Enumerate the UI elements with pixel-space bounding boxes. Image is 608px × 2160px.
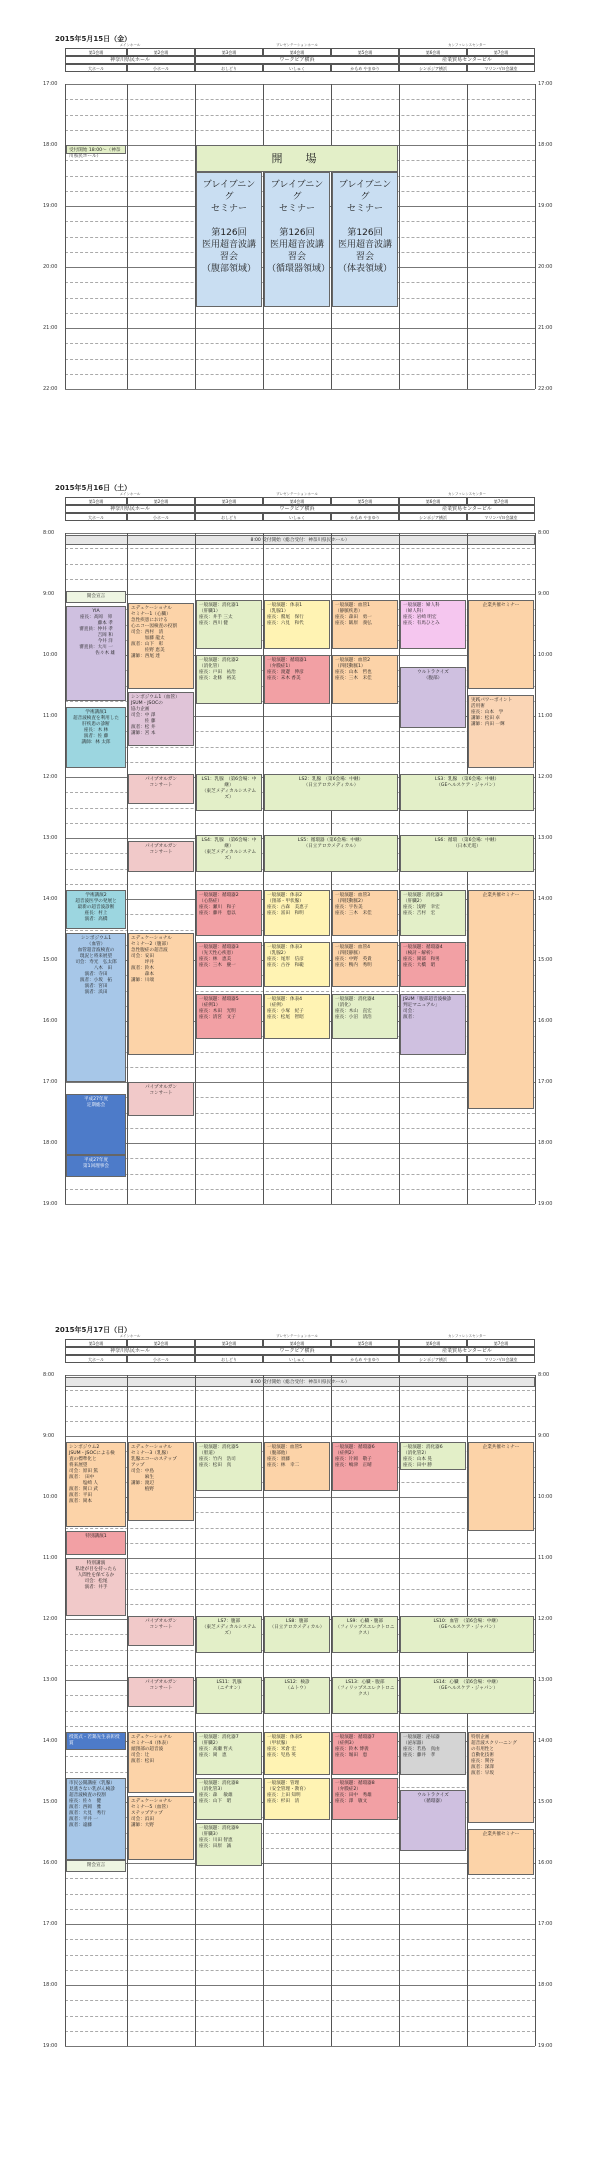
venue-group-label: プレゼンテーションホール	[195, 1334, 399, 1339]
session-block[interactable]: LS6：循環 （第6会場：中継） （日本光電）	[400, 835, 534, 872]
room-name: 第4会場	[263, 1339, 331, 1347]
room-sub: 大ホール	[65, 513, 127, 521]
day-title-1: 2015年5月15日（金）	[55, 35, 132, 43]
time-label-left: 18:00	[43, 1982, 58, 1988]
session-block[interactable]: 一般演題：消化器9 （肝臓3） 座長：川田 智恵 座長：田原 誠	[196, 1823, 262, 1866]
session-block[interactable]: パイプオルガン コンサート	[128, 1082, 194, 1116]
session-block[interactable]: 一般演題：循環器5 （症例1） 座長：木田 光明 座長：清宮 文子	[196, 994, 262, 1040]
venue-group-label: メインホール	[65, 1334, 195, 1339]
time-label-right: 16:00	[538, 1018, 553, 1024]
time-label-right: 8:00	[538, 1372, 550, 1378]
time-label-left: 19:00	[43, 2043, 58, 2049]
day-title-2: 2015年5月16日（土）	[55, 484, 132, 492]
quarter-line	[65, 1604, 535, 1605]
session-block[interactable]: パイプオルガン コンサート	[128, 1677, 194, 1708]
hall-name: 神奈川県民ホール	[65, 1347, 195, 1355]
time-label-left: 17:00	[43, 1079, 58, 1085]
hour-line	[65, 389, 535, 390]
session-block[interactable]: 一般演題：体表5 （甲状腺） 座長：米倉 宏 座長：児島 英	[264, 1732, 330, 1775]
session-block[interactable]: シンポジウム2 JSUM・JSOCによる検 査の標準化と 将来展望 司会：原田 篤 演者： 田中 塩崎 人 演者：関口 武 演者：平田 演者：岡本	[66, 1442, 126, 1527]
hour-line	[65, 2046, 535, 2047]
session-block[interactable]: LS3：乳腺 （第6会場：中継） （GEヘルスケア・ジャパン）	[400, 774, 534, 811]
time-label-right: 13:00	[538, 1677, 553, 1683]
room-name: 第1会場	[65, 1339, 127, 1347]
session-block[interactable]: 一般演題：消化器5 （胆道） 座長：竹内 浩司 座長：松田 真	[196, 1442, 262, 1491]
quarter-line	[65, 762, 535, 763]
session-block[interactable]: 一般演題：消化器7 （肝臓2） 座長：高瀬 哲夫 座長：岡 恵	[196, 1732, 262, 1775]
quarter-line	[65, 579, 535, 580]
quarter-line	[65, 2016, 535, 2017]
room-name: 第3会場	[195, 497, 263, 505]
time-label-right: 16:00	[538, 1860, 553, 1866]
room-name: 第6会場	[399, 497, 467, 505]
quarter-line	[65, 1894, 535, 1895]
session-block[interactable]: 開会宣言	[66, 591, 126, 603]
quarter-line	[65, 1174, 535, 1175]
session-block[interactable]: LS14：心臓 （第6会場：中継） （GEヘルスケア・ジャパン）	[400, 1677, 534, 1714]
room-sub: 小ホール	[127, 1355, 195, 1363]
session-block[interactable]: 一般演題：循環器3 （先天性心疾患） 座長：林 恵美 座長：三木 慶一	[196, 942, 262, 988]
hall-name: 神奈川県民ホール	[65, 505, 195, 513]
hall-name: 産業貿易センタービル	[399, 1347, 535, 1355]
room-sub: いしゅく	[263, 513, 331, 521]
room-name: 第2会場	[127, 48, 195, 56]
room-name: 第7会場	[467, 497, 535, 505]
time-label-right: 17:00	[538, 1079, 553, 1085]
quarter-line	[65, 313, 535, 314]
session-block[interactable]: ブレイブニング セミナー 第126回 医用超音波講習会 （腹部領域）	[196, 172, 262, 306]
time-label-right: 19:00	[538, 203, 553, 209]
room-name: 第7会場	[467, 1339, 535, 1347]
session-block[interactable]: LS8：腹部 （日立アロカメディカル）	[264, 1616, 330, 1653]
room-name: 第1会場	[65, 497, 127, 505]
hall-name: ワークピア横浜	[195, 1347, 399, 1355]
room-sub: 小ホール	[127, 64, 195, 72]
time-label-left: 10:00	[43, 652, 58, 658]
room-sub: マリンバ/Ｂ会議室	[467, 64, 535, 72]
room-name: 第4会場	[263, 48, 331, 56]
session-block[interactable]: 一般演題：婦人科 （婦人科） 座長：岩崎 明宏 座長：有馬ひとみ	[400, 600, 466, 649]
time-label-right: 12:00	[538, 1616, 553, 1622]
room-sub: シンポジア横浜	[399, 513, 467, 521]
session-block[interactable]: 一般演題：血管1 （静脈疾患） 座長：森田 勇一 座長：飯原 義弘	[332, 600, 398, 649]
hall-name: 産業貿易センタービル	[399, 505, 535, 513]
session-block[interactable]: 一般演題：循環器4 （検討・解析） 座長：岡部 和男 座長：大橋 昭	[400, 942, 466, 988]
time-label-left: 16:00	[43, 1860, 58, 1866]
time-label-right: 19:00	[538, 2043, 553, 2049]
time-label-right: 9:00	[538, 1433, 550, 1439]
time-label-left: 19:00	[43, 1201, 58, 1207]
time-label-left: 18:00	[43, 142, 58, 148]
time-label-left: 11:00	[43, 1555, 58, 1561]
room-sub: かもめ やまゆり	[331, 1355, 399, 1363]
hour-line	[65, 1436, 535, 1437]
time-label-left: 8:00	[43, 1372, 55, 1378]
session-block[interactable]: 一般演題：泌尿器 （泌尿器） 座長：若島 真由 座長：藤井 孝	[400, 1732, 466, 1775]
quarter-line	[65, 99, 535, 100]
session-block[interactable]: JSUM「腹部超音波検診 判定マニュアル」 司会： 演者：	[400, 994, 466, 1055]
session-block[interactable]: LS2：乳腺 （第6会場：中継） （日立アロカメディカル）	[264, 774, 398, 811]
quarter-line	[65, 130, 535, 131]
session-block[interactable]: 学術講演2 超音波医学の発展と 最新の超音波診断 座長：村上 演者：高橋	[66, 890, 126, 930]
time-label-left: 21:00	[43, 325, 58, 331]
session-block[interactable]: 企業共催セミナー	[468, 1442, 534, 1530]
room-sub: おしどり	[195, 1355, 263, 1363]
session-block[interactable]: 一般演題：血管4 （四肢静脈） 座長：中野 英貴 座長：鴨内 秀明	[332, 942, 398, 988]
session-block[interactable]: 企業共催セミナー	[468, 600, 534, 688]
quarter-line	[65, 747, 535, 748]
session-block[interactable]: パイプオルガン コンサート	[128, 841, 194, 872]
room-name: 第2会場	[127, 1339, 195, 1347]
session-block[interactable]: 一般演題：血管2 （四肢動脈1） 座長：山本 哲也 座長：三木 未佳	[332, 655, 398, 704]
session-block[interactable]: 授賞式・若鶏先生表彰授賞	[66, 1732, 126, 1750]
session-block[interactable]: 一般演題：循環器2 （心筋症） 座長：瀬川 和子 座長：藤井 恵以	[196, 890, 262, 936]
session-block[interactable]: LS4：乳腺 （第6会場：中継） （東芝メディカルシステムズ）	[196, 835, 262, 872]
time-label-left: 14:00	[43, 896, 58, 902]
time-label-right: 17:00	[538, 1921, 553, 1927]
session-block[interactable]: ウルトラクイズ （腹部）	[400, 667, 466, 728]
session-block[interactable]: LS1：乳腺 （第6会場：中継） （東芝メディカルシステムズ）	[196, 774, 262, 811]
hall-name: ワークピア横浜	[195, 56, 399, 64]
time-label-left: 12:00	[43, 1616, 58, 1622]
time-label-right: 10:00	[538, 1494, 553, 1500]
time-label-right: 11:00	[538, 1555, 553, 1561]
quarter-line	[65, 1067, 535, 1068]
session-block[interactable]: エデュケーショナル セミナー3（乳腺） 乳腺エコーのステップ アップ 司会：中島 麻生 講師：渡辺 植野	[128, 1442, 194, 1521]
session-block[interactable]: シンポジウム1（血管） JSUM・JSOCの 協力企画 司会：中 澤 佐 藤 演者：松 井 講師：宮 本	[128, 692, 194, 747]
quarter-line	[65, 548, 535, 549]
quarter-line	[65, 2000, 535, 2001]
time-label-right: 13:00	[538, 835, 553, 841]
session-block[interactable]: 一般演題：血管5 （腹部他） 座長：須藤 座長：林 幸二	[264, 1442, 330, 1491]
room-name: 第6会場	[399, 48, 467, 56]
session-block[interactable]: パイプオルガン コンサート	[128, 1616, 194, 1647]
time-label-left: 14:00	[43, 1738, 58, 1744]
quarter-line	[65, 359, 535, 360]
quarter-line	[65, 1390, 535, 1391]
venue-group-label: カンファレンスセンター	[399, 43, 535, 48]
time-label-left: 17:00	[43, 1921, 58, 1927]
venue-group-label: メインホール	[65, 43, 195, 48]
room-sub: 大ホール	[65, 64, 127, 72]
hour-line	[65, 84, 535, 85]
room-name: 第2会場	[127, 497, 195, 505]
session-block[interactable]: 一般演題：血管3 （四肢動脈2） 座長：宇佐美 座長：三木 未佳	[332, 890, 398, 936]
venue-group-label: プレゼンテーションホール	[195, 492, 399, 497]
quarter-line	[65, 823, 535, 824]
room-sub: かもめ やまゆり	[331, 64, 399, 72]
quarter-line	[65, 1589, 535, 1590]
session-block[interactable]: 受付開始 18:00～（神奈川県民ホール）	[66, 145, 126, 154]
quarter-line	[65, 1128, 535, 1129]
session-block[interactable]: 一般演題：消化器2 （消化管） 座長：戸田 祐治 座長：北條 裕美	[196, 655, 262, 704]
session-block[interactable]: 企業共催セミナー	[468, 890, 534, 1110]
time-label-right: 18:00	[538, 142, 553, 148]
hall-name: 神奈川県民ホール	[65, 56, 195, 64]
time-label-left: 17:00	[43, 81, 58, 87]
room-sub: シンポジア横浜	[399, 1355, 467, 1363]
venue-group-label: メインホール	[65, 492, 195, 497]
session-block[interactable]: パイプオルガン コンサート	[128, 774, 194, 805]
reception-banner: 8:00 受付開始（総合受付：神奈川県民ホール）	[65, 1377, 535, 1387]
hour-line	[65, 1863, 535, 1864]
room-sub: いしゅく	[263, 64, 331, 72]
room-sub: かもめ やまゆり	[331, 513, 399, 521]
session-block[interactable]: エデュケーショナル セミナー5（血管） ステップアップ 司会：浜田 講師：大野	[128, 1796, 194, 1860]
session-block[interactable]: 特別講演 私達が目を持ったら 人間性を保てるか 司会：松尾 演者：井手	[66, 1558, 126, 1616]
quarter-line	[65, 1955, 535, 1956]
room-name: 第3会場	[195, 1339, 263, 1347]
hall-name: 産業貿易センタービル	[399, 56, 535, 64]
time-label-left: 16:00	[43, 1018, 58, 1024]
quarter-line	[65, 115, 535, 116]
session-block[interactable]: 平成27年度 定期総会	[66, 1094, 126, 1155]
time-label-right: 9:00	[538, 591, 550, 597]
room-sub: 小ホール	[127, 513, 195, 521]
session-block[interactable]: LS9：心臓・腹部 （フィリップスエレクトロニクス）	[332, 1616, 398, 1653]
quarter-line	[65, 564, 535, 565]
session-block[interactable]: 一般演題：消化器4 （消化） 座長：木山 直宏 座長：小沼 清浩	[332, 994, 398, 1040]
time-label-right: 18:00	[538, 1982, 553, 1988]
time-label-left: 13:00	[43, 1677, 58, 1683]
session-block[interactable]: 一般演題：消化器6 （消化管2） 座長：山本 晃 座長：田中 勝	[400, 1442, 466, 1469]
session-block[interactable]: 一般演題：循環器8 （弁膜症2） 座長：田中 秀雄 座長：澤 敏文	[332, 1778, 398, 1821]
room-name: 第6会場	[399, 1339, 467, 1347]
room-sub: おしどり	[195, 513, 263, 521]
quarter-line	[65, 1543, 535, 1544]
quarter-line	[65, 1189, 535, 1190]
room-name: 第7会場	[467, 48, 535, 56]
time-label-left: 8:00	[43, 530, 55, 536]
session-block[interactable]: ブレイブニング セミナー 第126回 医用超音波講習会 （循環器領域）	[264, 172, 330, 306]
session-block[interactable]: YIA 座長：高岡 卯 藤本 孝 審査員：仲井 孝 吉岡 和 今井 洋 審査員：大川 一 佐々木 雄	[66, 606, 126, 701]
time-label-left: 9:00	[43, 591, 55, 597]
session-block[interactable]: 市民公開講座（乳腺） 見逃さない乳がん検診 超音波検査の役割 座長：佐々 健 演者：西岡 雅 演者：大見 秀行 演者：平井 一 演者：遠藤	[66, 1778, 126, 1860]
session-block[interactable]: 特別企画 超音波スクリーニング の有用性と 自動化技術 座長：関谷 演者：深澤 演者：早坂	[468, 1732, 534, 1824]
time-label-left: 13:00	[43, 835, 58, 841]
quarter-line	[65, 1573, 535, 1574]
quarter-line	[65, 1909, 535, 1910]
time-label-right: 21:00	[538, 325, 553, 331]
session-block[interactable]: エデュケーショナル セミナー2（腹部） 急性腹症の超音波 司会：安田 坪井 演者：鈴木 森本 講師：川端	[128, 933, 194, 1055]
session-block[interactable]: シンポジウム1 （血管） 血管超音波検査の 現況と将来展望 司会：寿光 弘太郎 八木 田 演者：寺田 演者：小坂 拓 演者：宮田 演者：浜田	[66, 933, 126, 1082]
time-label-right: 15:00	[538, 1799, 553, 1805]
time-label-right: 8:00	[538, 530, 550, 536]
venue-group-label: カンファレンスセンター	[399, 492, 535, 497]
hour-line	[65, 1204, 535, 1205]
time-label-right: 18:00	[538, 1140, 553, 1146]
session-block[interactable]: LS12：検診 （ムトウ）	[264, 1677, 330, 1714]
session-block[interactable]: 一般演題：管理 （安全管理・教育） 座長：上田 知明 座長：杉田 清	[264, 1778, 330, 1821]
venue-group-label: プレゼンテーションホール	[195, 43, 399, 48]
room-sub: いしゅく	[263, 1355, 331, 1363]
room-name: 第1会場	[65, 48, 127, 56]
session-block[interactable]: エデュケーショナル セミナー4（体表） 頭頸部の超音波 司会：辻 演者：松田	[128, 1732, 194, 1793]
column-line	[399, 84, 400, 389]
session-block[interactable]: ウルトラクイズ （循環器）	[400, 1790, 466, 1851]
time-label-left: 15:00	[43, 1799, 58, 1805]
session-block[interactable]: 閉会宣言	[66, 1860, 126, 1872]
time-label-right: 17:00	[538, 81, 553, 87]
session-block[interactable]: 一般演題：体表3 （乳腺2） 座長：尾形 信彦 座長：古谷 和範	[264, 942, 330, 988]
quarter-line	[65, 1939, 535, 1940]
hour-line	[65, 594, 535, 595]
hour-line	[65, 1375, 535, 1376]
time-label-right: 14:00	[538, 1738, 553, 1744]
time-label-left: 18:00	[43, 1140, 58, 1146]
session-block[interactable]: 一般演題：体表4 （症例） 座長：小塚 紀子 座長：松尾 智昭	[264, 994, 330, 1040]
time-label-right: 19:00	[538, 1201, 553, 1207]
session-block[interactable]: 平成27年度 第1回理事会	[66, 1155, 126, 1176]
time-label-right: 10:00	[538, 652, 553, 658]
time-label-left: 19:00	[43, 203, 58, 209]
day-title-3: 2015年5月17日（日）	[55, 1326, 132, 1334]
hour-line	[65, 1985, 535, 1986]
time-label-left: 20:00	[43, 264, 58, 270]
quarter-line	[65, 884, 535, 885]
session-block[interactable]: 一般演題：体表1 （乳腺1） 座長：鷲尾 保行 座長：六見 和代	[264, 600, 330, 649]
session-block[interactable]: 一般演題：消化器8 （消化管3） 座長：森 敏雄 座長：山下 昭	[196, 1778, 262, 1821]
column-line	[127, 84, 128, 389]
session-block[interactable]: 企業共催セミナー	[468, 1829, 534, 1875]
hour-line	[65, 533, 535, 534]
quarter-line	[65, 1158, 535, 1159]
session-block[interactable]: 一般演題：循環器7 （症例3） 座長：鈴木 博義 座長：堀田 恵	[332, 1732, 398, 1775]
room-name: 第5会場	[331, 1339, 399, 1347]
hour-line	[65, 1558, 535, 1559]
session-block[interactable]: 一般演題：循環器1 （弁膜症1） 座長：渡邊 伸彦 座長：末木 香美	[264, 655, 330, 704]
session-block[interactable]: LS5：循環器（第6会場：中継） （日立アロカメディカル）	[264, 835, 398, 872]
quarter-line	[65, 1726, 535, 1727]
quarter-line	[65, 2031, 535, 2032]
time-label-left: 15:00	[43, 957, 58, 963]
quarter-line	[65, 343, 535, 344]
session-block[interactable]: 開 場	[196, 145, 398, 172]
quarter-line	[65, 1406, 535, 1407]
column-line	[65, 84, 66, 389]
time-label-right: 15:00	[538, 957, 553, 963]
time-label-right: 20:00	[538, 264, 553, 270]
hour-line	[65, 1143, 535, 1144]
hour-line	[65, 1924, 535, 1925]
reception-banner: 8:00 受付開始（総合受付：神奈川県民ホール）	[65, 535, 535, 545]
room-sub: 大ホール	[65, 1355, 127, 1363]
room-sub: マリンバ/Ｂ会議室	[467, 1355, 535, 1363]
time-label-left: 11:00	[43, 713, 58, 719]
session-block[interactable]: LS13：心臓・腹部 （フィリップスエレクトロニクス）	[332, 1677, 398, 1714]
room-name: 第5会場	[331, 497, 399, 505]
session-block[interactable]: 一般演題：体表2 （頸部・甲状腺） 座長：古森 美恵子 座長：富田 和明	[264, 890, 330, 936]
quarter-line	[65, 374, 535, 375]
time-label-left: 12:00	[43, 774, 58, 780]
quarter-line	[65, 1665, 535, 1666]
time-label-left: 10:00	[43, 1494, 58, 1500]
time-label-left: 22:00	[43, 386, 58, 392]
column-line	[535, 533, 536, 1204]
session-block[interactable]: 特別講演1	[66, 1531, 126, 1555]
session-block[interactable]: 一般演題：循環器6 （症例2） 座長：片岡 敬子 座長：嶋津 正晴	[332, 1442, 398, 1491]
column-line	[535, 1375, 536, 2046]
time-label-right: 14:00	[538, 896, 553, 902]
session-block[interactable]: 学術講演1 超音波検査を利用した 肝疾患の診断 座長：木 林 演者：佐 藤 講師：林 太郎	[66, 707, 126, 768]
session-block[interactable]: LS10：血管 （第6会場：中継） （GEヘルスケア・ジャパン）	[400, 1616, 534, 1653]
hall-name: ワークピア横浜	[195, 505, 399, 513]
quarter-line	[65, 1528, 535, 1529]
venue-group-label: カンファレンスセンター	[399, 1334, 535, 1339]
session-block[interactable]: 一般演題：消化器1 （肝臓1） 座長：井手 三太 座長：西川 健	[196, 600, 262, 649]
quarter-line	[65, 1970, 535, 1971]
time-label-right: 11:00	[538, 713, 553, 719]
quarter-line	[65, 1878, 535, 1879]
session-block[interactable]: 実践パワーポイント 活用術 座長：山本 学 講師：松田 卓 講師：内田 一輝	[468, 695, 534, 768]
column-line	[535, 84, 536, 389]
session-block[interactable]: ブレイブニング セミナー 第126回 医用超音波講習会 （体表領域）	[332, 172, 398, 306]
hour-line	[65, 328, 535, 329]
room-name: 第4会場	[263, 497, 331, 505]
session-block[interactable]: LS11：乳腺 （ニチオン）	[196, 1677, 262, 1714]
room-name: 第3会場	[195, 48, 263, 56]
time-label-right: 22:00	[538, 386, 553, 392]
room-name: 第5会場	[331, 48, 399, 56]
session-block[interactable]: エデュケーショナル セミナー1（心臓） 急性疾患における 心エコー図検査の役割 司会：西村 清 加藤 龍太 演者：山下 彰 佐野 恵美 講師：西尾 達	[128, 603, 194, 688]
column-line	[467, 84, 468, 389]
quarter-line	[65, 1421, 535, 1422]
room-sub: シンポジア横浜	[399, 64, 467, 72]
room-sub: おしどり	[195, 64, 263, 72]
session-block[interactable]: LS7：腹部 （東芝メディカルシステムズ）	[196, 1616, 262, 1653]
time-label-right: 12:00	[538, 774, 553, 780]
time-label-left: 9:00	[43, 1433, 55, 1439]
session-block[interactable]: 一般演題：消化器3 （肝臓2） 座長：浅野 幸宏 座長：吉村 宏	[400, 890, 466, 936]
room-sub: マリンバ/Ｂ会議室	[467, 513, 535, 521]
